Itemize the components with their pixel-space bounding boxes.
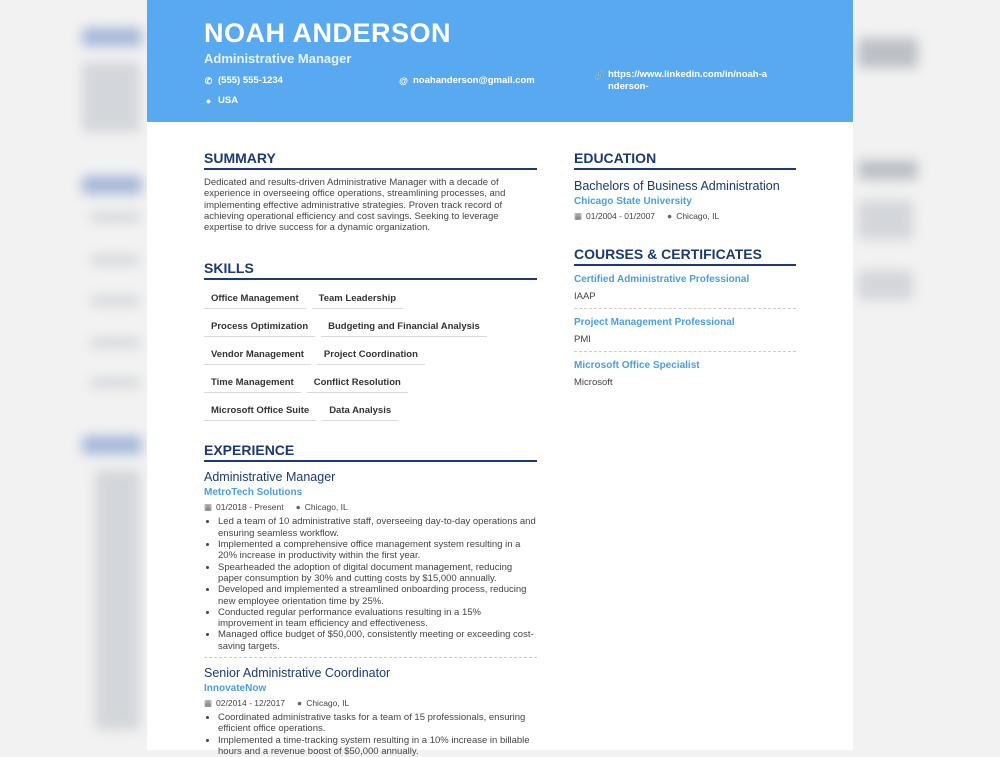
summary-heading: SUMMARY (204, 150, 537, 170)
skills-list (204, 288, 504, 428)
experience-entry (204, 666, 537, 757)
phone-icon: ✆ (204, 76, 213, 86)
location-text: USA (218, 95, 239, 106)
course-item (574, 266, 796, 309)
contact-location (204, 95, 238, 107)
course-name: Certified Administrative Professional (574, 274, 750, 285)
company-name: InnovateNow (204, 683, 267, 695)
bullet-item: • Managed office budget of $50,000, consistently meeting or exceeding cost-saving targets. (218, 629, 537, 652)
degree-name: Bachelors of Business Administration (574, 179, 780, 193)
job-location: Chicago, IL (306, 698, 350, 709)
bullet-item: • Conducted regular performance evaluations resulting in a 15% improvement in team efficiency and effectiveness. (218, 607, 537, 630)
contact-email[interactable] (399, 75, 535, 87)
calendar-icon: ▦ (204, 502, 213, 513)
calendar-icon: ▦ (574, 211, 583, 221)
experience-heading: EXPERIENCE (204, 442, 537, 462)
bullet-item: • Coordinated administrative tasks for a team of 15 professionals, ensuring efficient office operations. (218, 712, 537, 735)
location-pin-icon: ● (295, 502, 301, 513)
job-dates: 02/2014 - 12/2017 (216, 698, 286, 709)
skill-item: Project Coordination (317, 344, 425, 365)
skill-item: Vendor Management (204, 344, 311, 365)
company-name: MetroTech Solutions (204, 487, 303, 499)
at-icon: @ (399, 76, 408, 86)
skills-heading: SKILLS (204, 260, 537, 280)
skill-item: Process Optimization (204, 316, 315, 337)
skill-item: Data Analysis (322, 400, 398, 421)
education-dates: 01/2004 - 01/2007 (586, 211, 656, 221)
phone-text: (555) 555-1234 (218, 75, 283, 86)
skill-item: Budgeting and Financial Analysis (321, 316, 487, 337)
skill-item: Microsoft Office Suite (204, 400, 316, 421)
bullet-item: • Developed and implemented a streamlined onboarding process, reducing new employee orientation time by 25%. (218, 584, 537, 607)
courses-list (574, 266, 796, 394)
bullet-item: • Implemented a time-tracking system resulting in a 10% increase in billable hours and a revenue boost of $50,000 annually. (218, 735, 537, 757)
courses-heading: COURSES & CERTIFICATES (574, 246, 796, 266)
course-org: Microsoft (574, 377, 613, 388)
job-location: Chicago, IL (304, 502, 348, 513)
right-column (574, 150, 796, 394)
location-pin-icon: ● (205, 96, 212, 106)
education-location: Chicago, IL (676, 211, 720, 221)
resume-header (147, 0, 853, 122)
job-meta (204, 698, 537, 709)
job-meta (204, 502, 537, 513)
skill-item: Office Management (204, 288, 306, 309)
course-org: PMI (574, 334, 591, 345)
job-bullets (204, 712, 537, 757)
linkedin-text[interactable]: https://www.linkedin.com/in/noah-anderson- (608, 69, 768, 92)
education-meta (574, 211, 796, 222)
left-column (204, 150, 537, 757)
candidate-name: NOAH ANDERSON (204, 18, 452, 48)
job-dates: 01/2018 - Present (216, 502, 284, 513)
course-item (574, 352, 796, 394)
job-title: Senior Administrative Coordinator (204, 666, 391, 681)
bullet-item: • Spearheaded the adoption of digital document management, reducing paper consumption by 30% and cutting costs by $15,000 annually. (218, 562, 537, 585)
bullet-item: • Implemented a comprehensive office management system resulting in a 20% increase in productivity within the first year. (218, 539, 537, 562)
job-bullets (204, 516, 537, 652)
link-icon: 🔗 (594, 70, 606, 80)
location-pin-icon: ● (667, 211, 673, 221)
candidate-title: Administrative Manager (204, 51, 352, 66)
email-text[interactable]: noahanderson@gmail.com (413, 75, 535, 86)
job-title: Administrative Manager (204, 470, 336, 485)
school-name: Chicago State University (574, 196, 692, 207)
experience-entry (204, 470, 537, 658)
calendar-icon: ▦ (204, 698, 213, 709)
summary-text: Dedicated and results-driven Administrative Manager with a decade of experience in overseeing office operations, streamlining processes, and implementing effective administrative strategies. Proven track record of achieving operational efficiency and cost savings. Seeking to leverage expertise to drive success for a dynamic organization. (204, 177, 506, 234)
course-org: IAAP (574, 291, 596, 302)
skill-item: Conflict Resolution (307, 372, 408, 393)
resume-page (147, 0, 853, 757)
entry-divider (204, 657, 537, 658)
bullet-item: • Led a team of 10 administrative staff, overseeing day-to-day operations and ensuring seamless workflow. (218, 516, 537, 539)
location-pin-icon: ● (297, 698, 303, 709)
contact-linkedin[interactable] (594, 69, 774, 93)
course-name: Microsoft Office Specialist (574, 360, 700, 371)
skill-item: Team Leadership (312, 288, 403, 309)
course-item (574, 309, 796, 352)
contact-phone (204, 75, 283, 87)
skill-item: Time Management (204, 372, 301, 393)
education-heading: EDUCATION (574, 150, 796, 170)
course-name: Project Management Professional (574, 317, 735, 328)
